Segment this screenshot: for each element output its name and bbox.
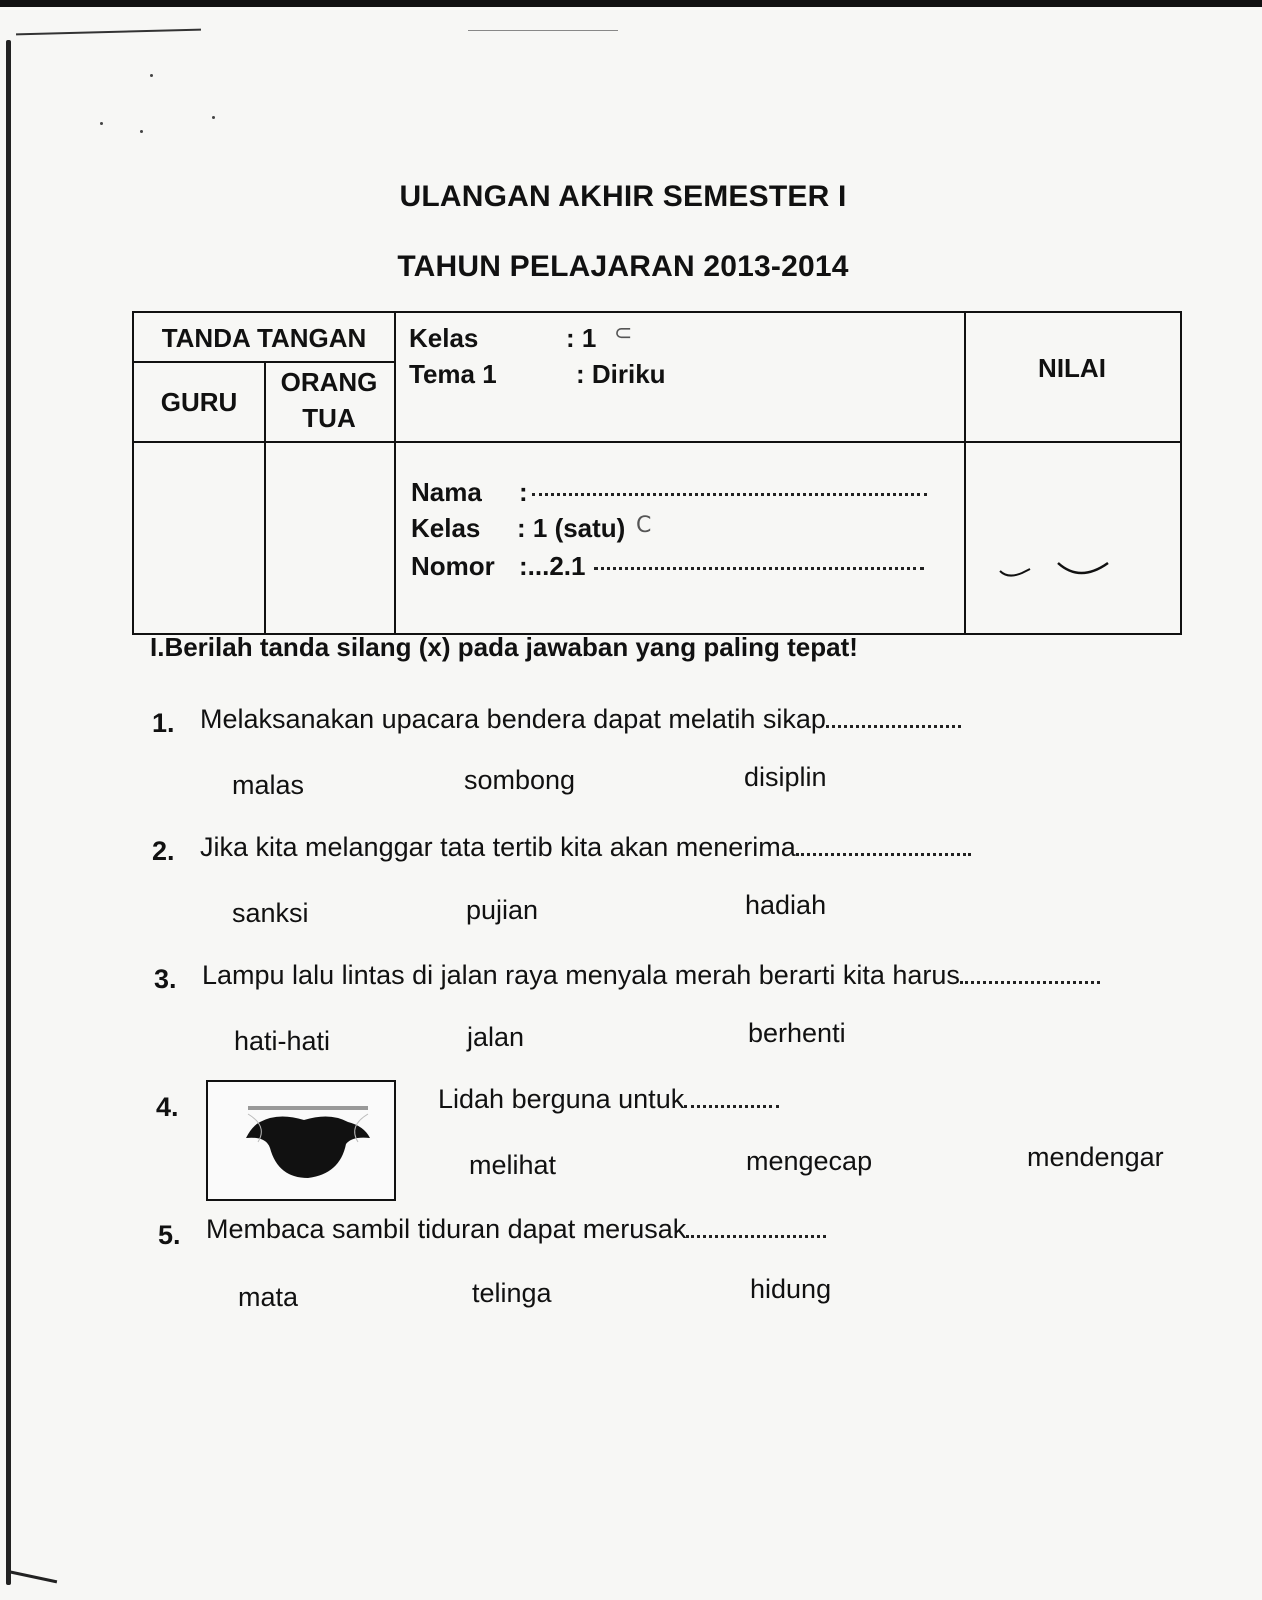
option-a: sanksi [232,898,309,928]
option-c: hidung [750,1274,832,1304]
option-b: mengecap [746,1146,873,1176]
option-c: berhenti [748,1018,846,1048]
question-text [200,704,961,735]
question-text [438,1084,779,1115]
question-number: 4. [156,1092,179,1122]
exam-title: ULANGAN AKHIR SEMESTER I [399,180,847,213]
handwritten-c-mark: ⊂ [614,321,633,346]
info-table [132,311,1182,635]
question-number: 2. [152,836,175,866]
option-c: mendengar [1027,1142,1164,1172]
question-text [202,960,1100,991]
top-border [0,0,1262,7]
option-a: mata [238,1282,299,1312]
tongue-image [206,1080,396,1201]
option-a: hati-hati [234,1026,331,1056]
nama-dotted-line [532,493,927,496]
scan-speck [212,116,215,119]
answer-blank [960,963,1100,984]
option-b: sombong [464,765,576,795]
question-1-text: Melaksanakan upacara bendera dapat melatih sikap [200,704,826,734]
orang-label: ORANG [280,367,378,397]
option-c: disiplin [744,762,827,792]
answer-blank [796,835,971,856]
nomor-label: Nomor [411,551,495,581]
option-b: telinga [472,1278,552,1308]
handwritten-c-mark: C [636,513,652,538]
answer-blank [826,707,961,728]
option-a: melihat [469,1150,557,1180]
question-5-text: Membaca sambil tiduran dapat merusak [206,1214,687,1244]
option-a: malas [232,770,305,800]
instruction-text: I.Berilah tanda silang (x) pada jawaban yang paling tepat! [150,632,858,662]
answer-blank [684,1087,779,1108]
question-2-text: Jika kita melanggar tata tertib kita akan menerima [200,832,796,862]
scan-speck [140,130,143,133]
tongue-icon [208,1082,394,1199]
option-b: pujian [466,895,539,925]
question-text [206,1214,826,1245]
question-text [200,832,971,863]
scan-speck [150,74,153,77]
kelas-value: : 1 [566,323,597,353]
kelas2-value: : 1 (satu) [517,513,626,543]
question-3-text: Lampu lalu lintas di jalan raya menyala merah berarti kita harus [202,960,960,990]
top-scan-mark [16,29,201,36]
option-c: hadiah [745,890,827,920]
scan-speck [100,122,103,125]
kelas-label: Kelas [409,323,479,353]
nama-value: : [519,477,528,507]
nomor-value: :...2.1 [519,551,586,581]
nilai-label: NILAI [1038,353,1106,383]
question-number: 3. [154,964,177,994]
option-b: jalan [467,1022,525,1052]
tema-label: Tema 1 [409,359,497,389]
kelas2-label: Kelas [411,513,481,543]
tua-label: TUA [302,403,356,433]
top-scan-mark-2 [468,30,618,31]
signature-heading: TANDA TANGAN [161,323,367,353]
handwritten-score-mark [996,553,1126,593]
question-number: 1. [152,708,175,738]
question-number: 5. [158,1220,181,1250]
tema-value: : Diriku [576,359,666,389]
question-4-text: Lidah berguna untuk [438,1084,685,1114]
guru-label: GURU [160,387,238,417]
left-edge-bottom [8,1570,58,1583]
nomor-dotted-line [594,567,924,570]
answer-blank [686,1217,826,1238]
exam-year: TAHUN PELAJARAN 2013-2014 [397,250,849,283]
nama-label: Nama [411,477,482,507]
